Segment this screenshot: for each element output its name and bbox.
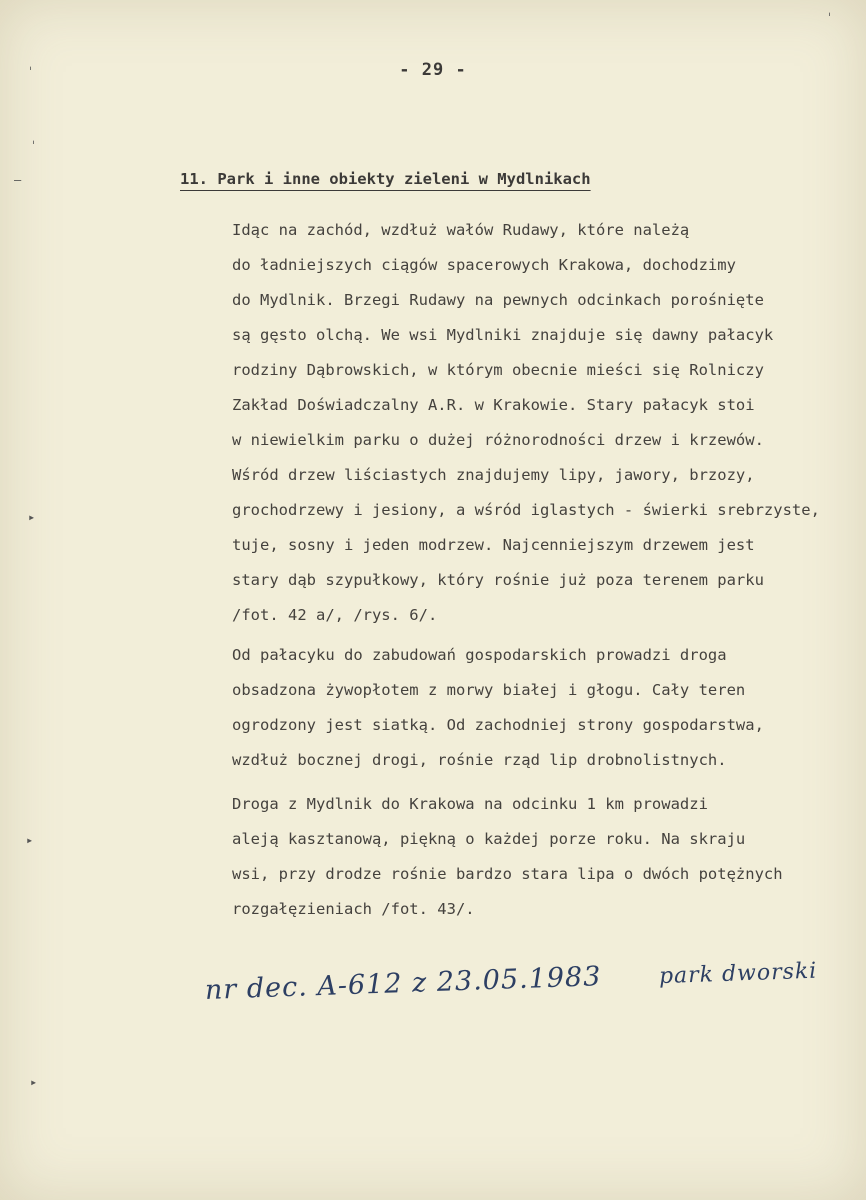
margin-mark: — <box>14 173 22 187</box>
text-line: stary dąb szypułkowy, który rośnie już poza terenem parku <box>232 571 764 589</box>
text-line: grochodrzewy i jesiony, a wśród iglastych - świerki srebrzyste, <box>232 501 820 519</box>
margin-mark: ▸ <box>28 510 36 524</box>
paragraph <box>180 787 840 927</box>
paragraph <box>180 638 840 778</box>
margin-mark: ˈ <box>826 11 834 25</box>
text-line: ogrodzony jest siatką. Od zachodniej strony gospodarstwa, <box>232 716 764 734</box>
text-line: Idąc na zachód, wzdłuż wałów Rudawy, które należą <box>232 221 690 239</box>
text-line: wzdłuż bocznej drogi, rośnie rząd lip drobnolistnych. <box>232 751 727 769</box>
handwritten-annotation <box>204 953 825 1006</box>
text-line: rodziny Dąbrowskich, w którym obecnie mieści się Rolniczy <box>232 361 764 379</box>
text-line: są gęsto olchą. We wsi Mydlniki znajduje się dawny pałacyk <box>232 326 774 344</box>
text-line: w niewielkim parku o dużej różnorodności drzew i krzewów. <box>232 431 764 449</box>
text-line: obsadzona żywopłotem z morwy białej i głogu. Cały teren <box>232 681 746 699</box>
margin-mark: ˈ <box>27 65 35 79</box>
text-line: Wśród drzew liściastych znajdujemy lipy, jawory, brzozy, <box>232 466 755 484</box>
text-line: aleją kasztanową, piękną o każdej porze roku. Na skraju <box>232 830 746 848</box>
margin-mark: ▸ <box>30 1075 38 1089</box>
text-line: do ładniejszych ciągów spacerowych Krakowa, dochodzimy <box>232 256 736 274</box>
section-heading: 11. Park i inne obiekty zieleni w Mydlnikach <box>180 170 591 188</box>
text-line: rozgałęzieniach /fot. 43/. <box>232 900 475 918</box>
handwritten-note: park dworski <box>658 958 818 990</box>
text-line: wsi, przy drodze rośnie bardzo stara lipa o dwóch potężnych <box>232 865 783 883</box>
text-line: do Mydlnik. Brzegi Rudawy na pewnych odcinkach porośnięte <box>232 291 764 309</box>
text-line: Zakład Doświadczalny A.R. w Krakowie. Stary pałacyk stoi <box>232 396 755 414</box>
margin-mark: ˈ <box>30 139 38 153</box>
text-line: Od pałacyku do zabudowań gospodarskich prowadzi droga <box>232 646 727 664</box>
paragraph <box>180 213 840 633</box>
text-line: Droga z Mydlnik do Krakowa na odcinku 1 km prowadzi <box>232 795 708 813</box>
text-line: /fot. 42 a/, /rys. 6/. <box>232 606 438 624</box>
text-line: tuje, sosny i jeden modrzew. Najcenniejszym drzewem jest <box>232 536 755 554</box>
handwritten-decision-number: nr dec. A-612 z 23.05.1983 <box>204 961 602 1006</box>
margin-mark: ▸ <box>26 833 34 847</box>
page-number: - 29 - <box>399 60 467 80</box>
